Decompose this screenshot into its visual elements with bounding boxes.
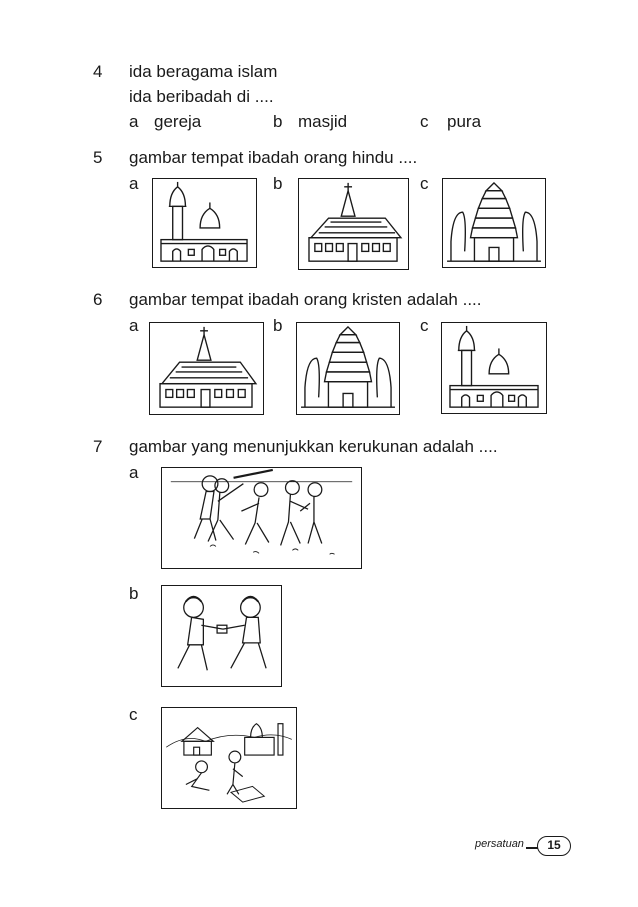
option-letter: b [129, 584, 139, 603]
church-icon[interactable] [149, 322, 264, 415]
question-text: gambar tempat ibadah orang hindu .... [129, 148, 418, 167]
option-text: masjid [298, 112, 348, 131]
option-letter: b [273, 174, 283, 193]
question-number: 5 [93, 148, 103, 167]
question-number: 6 [93, 290, 103, 309]
option-letter: a [129, 463, 139, 482]
question-text: ida beribadah di .... [129, 87, 274, 106]
mosque-icon[interactable] [152, 178, 257, 268]
option-letter: b [273, 316, 283, 335]
option-letter: c [129, 705, 138, 724]
question-text: ida beragama islam [129, 62, 278, 81]
question-number: 7 [93, 437, 103, 456]
option-letter: a [129, 112, 139, 131]
two-boys-struggling-illustration[interactable] [161, 585, 282, 687]
option-letter: b [273, 112, 283, 131]
mosque-icon[interactable] [441, 322, 547, 414]
hindu-temple-icon[interactable] [296, 322, 400, 415]
option-text: pura [447, 112, 482, 131]
page-number-badge: 15 [537, 836, 571, 856]
children-fighting-illustration[interactable] [161, 467, 362, 569]
option-letter: a [129, 316, 139, 335]
question-text: gambar tempat ibadah orang kristen adalah .... [129, 290, 482, 309]
question-text: gambar yang menunjukkan kerukunan adalah .... [129, 437, 498, 456]
option-text: gereja [154, 112, 202, 131]
hindu-temple-icon[interactable] [442, 178, 546, 268]
footer-section-label: persatuan [475, 838, 524, 850]
option-letter: a [129, 174, 139, 193]
option-letter: c [420, 112, 429, 131]
children-playing-together-illustration[interactable] [161, 707, 297, 809]
question-number: 4 [93, 62, 103, 81]
option-letter: c [420, 316, 429, 335]
option-letter: c [420, 174, 429, 193]
church-icon[interactable] [298, 178, 409, 270]
